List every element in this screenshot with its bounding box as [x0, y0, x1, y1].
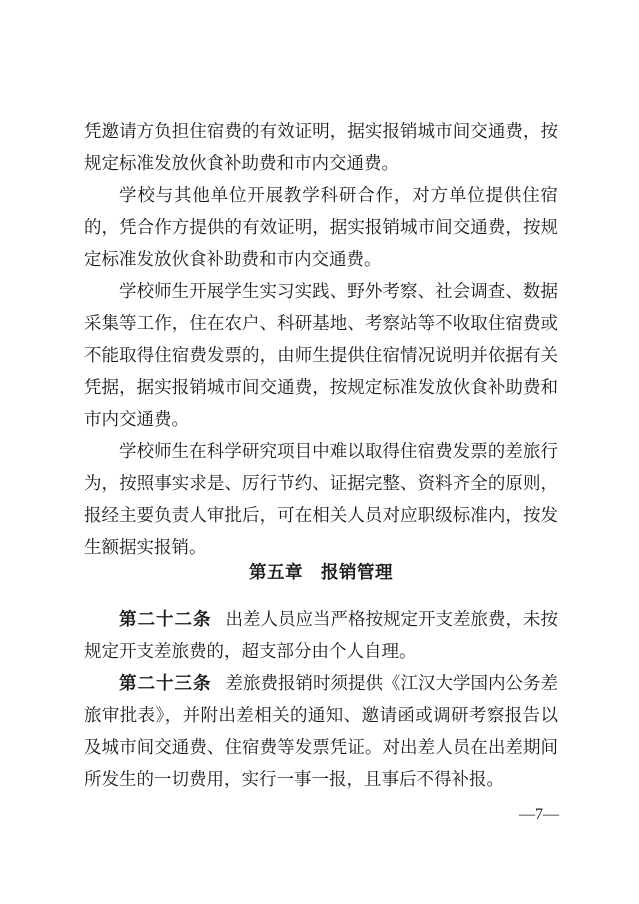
article-label: 第二十三条 [119, 674, 212, 694]
article-text: 差旅费报销时须提供《江汉大学国内公务差旅审批表》，并附出差相关的通知、邀请函或调研考察报告以及城市间交通费、住宿费等发票凭证。对出差人员在出差期间所发生的一切费用，实行一事一报，且事后不得补报。 [84, 674, 558, 790]
paragraph: 学校与其他单位开展教学科研合作，对方单位提供住宿的，凭合作方提供的有效证明，据实报销城市间交通费，按规定标准发放伙食补助费和市内交通费。 [84, 186, 558, 270]
paragraph: 凭邀请方负担住宿费的有效证明，据实报销城市间交通费，按规定标准发放伙食补助费和市内交通费。 [84, 122, 558, 174]
paragraph: 学校师生开展学生实习实践、野外考察、社会调查、数据采集等工作，住在农户、科研基地、考察站等不收取住宿费或不能取得住宿费发票的，由师生提供住宿情况说明并依据有关凭据，据实报销城市间交通费，按规定标准发放伙食补助费和市内交通费。 [84, 282, 558, 430]
articles-list [84, 604, 558, 796]
chapter-heading [84, 557, 558, 589]
paragraph: 学校师生在科学研究项目中难以取得住宿费发票的差旅行为，按照事实求是、厉行节约、证据完整、资料齐全的原则，报经主要负责人审批后，可在相关人员对应职级标准内，按发生额据实报销。 [84, 442, 558, 558]
chapter-title: 报销管理 [321, 563, 393, 583]
body-text [84, 116, 558, 564]
article-22 [84, 604, 558, 668]
article-label: 第二十二条 [119, 610, 212, 630]
article-text: 出差人员应当严格按规定开支差旅费，未按规定开支差旅费的，超支部分由个人自理。 [84, 610, 558, 662]
page-number: —7— [519, 806, 559, 823]
article-23 [84, 668, 558, 796]
chapter-number: 第五章 [249, 563, 303, 583]
